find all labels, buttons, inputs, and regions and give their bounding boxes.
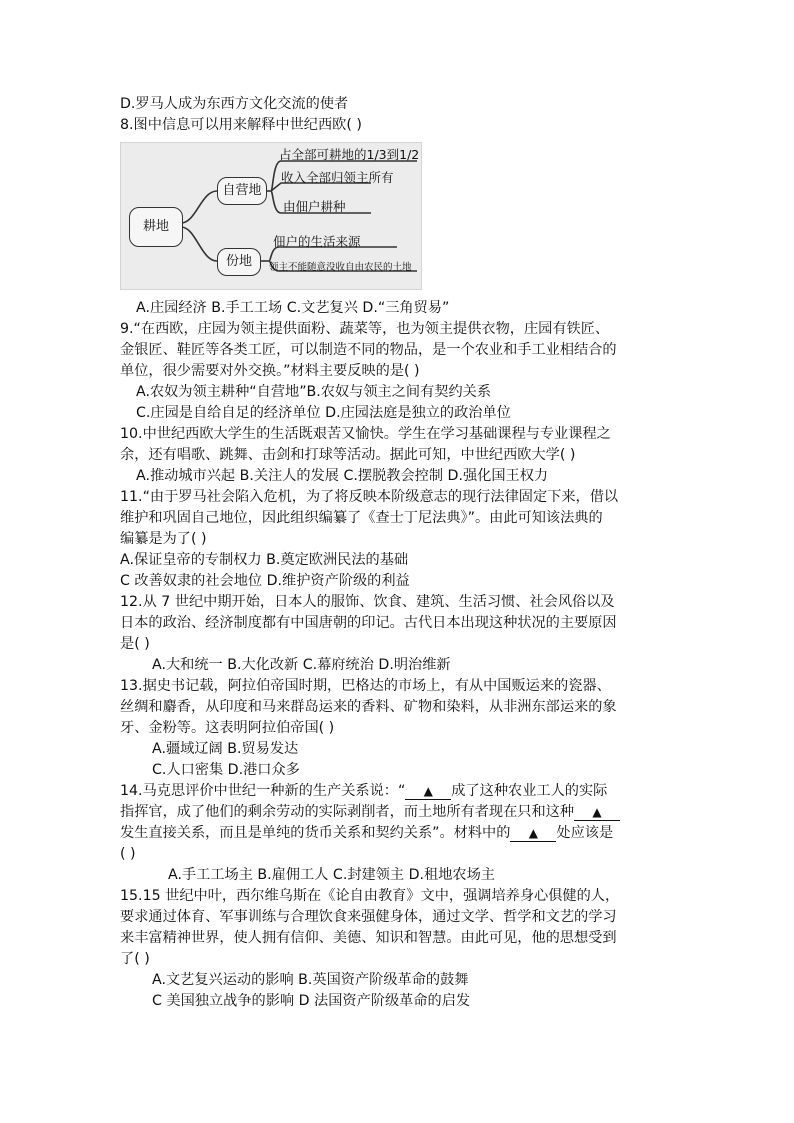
q9-options-ab: A.农奴为领主耕种“自营地”B.农奴与领主之间有契约关系	[136, 384, 492, 400]
q15-options-ab: A.文艺复兴运动的影响 B.英国资产阶级革命的鼓舞	[152, 972, 469, 988]
leaf-4: 佃户的生活来源	[273, 234, 361, 249]
q9-stem-3: 单位，很少需要对外交换。”材料主要反映的是( )	[120, 363, 420, 379]
q8-options: A.庄园经济 B.手工工场 C.文艺复兴 D.“三角贸易”	[136, 300, 450, 316]
q10-stem-1: 10.中世纪西欧大学生的生活既艰苦又愉快。学生在学习基础课程与专业课程之	[120, 426, 611, 442]
q13-options-cd: C.人口密集 D.港口众多	[152, 762, 300, 778]
q12-stem-3: 是( )	[120, 636, 150, 652]
q10-options: A.推动城市兴起 B.关注人的发展 C.摆脱教会控制 D.强化国王权力	[136, 468, 549, 484]
connector-root-branch2	[181, 227, 217, 261]
q14-blank-2	[574, 804, 620, 821]
q11-stem-1: 11.“由于罗马社会陷入危机，为了将反映本阶级意志的现行法律固定下来，借以	[120, 489, 619, 505]
q14-text-e: 处应该是	[556, 825, 614, 841]
q9-options-cd: C.庄园是自给自足的经济单位 D.庄园法庭是独立的政治单位	[136, 405, 511, 421]
q11-options-ab: A.保证皇帝的专制权力 B.奠定欧洲民法的基础	[120, 552, 409, 568]
connector-root-branch1	[181, 191, 217, 223]
q15-stem-1: 15.15 世纪中叶，西尔维乌斯在《论自由教育》文中，强调培养身心俱健的人，	[120, 888, 620, 904]
q7-option-d: D.罗马人成为东西方文化交流的使者	[120, 96, 349, 112]
q11-stem-2: 维护和巩固自己地位，因此组织编纂了《查士丁尼法典》”。由此可知该法典的	[120, 510, 603, 526]
q8-stem: 8.图中信息可以用来解释中世纪西欧( )	[120, 117, 362, 133]
leaf-2: 收入全部归领主所有	[281, 170, 394, 185]
q15-stem-2: 要求通过体育、军事训练与合理饮食来强健身体，通过文学、哲学和文艺的学习	[120, 909, 617, 925]
q14-text-a: 14.马克思评价中世纪一种新的生产关系说：“	[120, 783, 406, 799]
leaf-5: 领主不能随意没收自由农民的土地	[269, 262, 412, 273]
q14-stem-2	[120, 802, 680, 823]
leaf-1: 占全部可耕地的1/3到1/2	[279, 147, 420, 162]
q14-blank-1	[405, 783, 451, 800]
q14-stem-3	[120, 823, 680, 844]
q15-stem-4: 了( )	[120, 951, 150, 967]
exam-page	[120, 94, 680, 1012]
triangle-icon: ▲	[528, 826, 539, 840]
q11-stem-3: 编纂是为了( )	[120, 531, 207, 547]
q14-blank-3	[510, 825, 556, 842]
farmland-mind-map	[120, 142, 422, 290]
q9-stem-1: 9.“在西欧，庄园为领主提供面粉、蔬菜等，也为领主提供衣物，庄园有铁匠、	[120, 321, 610, 337]
q14-text-d: 发生直接关系，而且是单纯的货币关系和契约关系”。材料中的	[120, 825, 511, 841]
q14-text-c: 指挥官，成了他们的剩余劳动的实际剥削者，而土地所有者现在只和这种	[120, 804, 575, 820]
q10-stem-2: 余，还有唱歌、跳舞、击剑和打球等活动。据此可知，中世纪西欧大学( )	[120, 447, 576, 463]
leaf-3: 由佃户耕种	[283, 199, 346, 214]
q14-stem-4: ( )	[120, 846, 136, 862]
q12-stem-2: 日本的政治、经济制度都有中国唐朝的印记。古代日本出现这种状况的主要原因	[120, 615, 617, 631]
q14-options: A.手工工场主 B.雇佣工人 C.封建领主 D.租地农场主	[168, 867, 495, 883]
q15-stem-3: 来丰富精神世界，使人拥有信仰、美德、知识和智慧。由此可见，他的思想受到	[120, 930, 617, 946]
q13-stem-2: 丝绸和麝香，从印度和马来群岛运来的香料、矿物和染料，从非洲东部运来的象	[120, 699, 617, 715]
q13-stem-1: 13.据史书记载，阿拉伯帝国时期，巴格达的市场上，有从中国贩运来的瓷器、	[120, 678, 611, 694]
q15-options-cd: C 美国独立战争的影响 D 法国资产阶级革命的启发	[152, 993, 471, 1009]
q11-options-cd: C 改善奴隶的社会地位 D.维护资产阶级的利益	[120, 573, 410, 589]
node-branch-2: 份地	[217, 248, 261, 276]
q14-stem-1	[120, 781, 680, 802]
q13-options-ab: A.疆域辽阔 B.贸易发达	[152, 741, 299, 757]
q14-text-b: 成了这种农业工人的实际	[451, 783, 608, 799]
node-branch-1: 自营地	[217, 177, 267, 205]
q13-stem-3: 牙、金粉等。这表明阿拉伯帝国( )	[120, 720, 335, 736]
node-root: 耕地	[129, 207, 183, 247]
q12-stem-1: 12.从 7 世纪中期开始，日本人的服饰、饮食、建筑、生活习惯、社会风俗以及	[120, 594, 615, 610]
q12-options: A.大和统一 B.大化改新 C.幕府统治 D.明治维新	[152, 657, 451, 673]
triangle-icon: ▲	[423, 784, 433, 798]
q9-stem-2: 金银匠、鞋匠等各类工匠，可以制造不同的物品，是一个农业和手工业相结合的	[120, 342, 617, 358]
triangle-icon: ▲	[592, 805, 602, 819]
